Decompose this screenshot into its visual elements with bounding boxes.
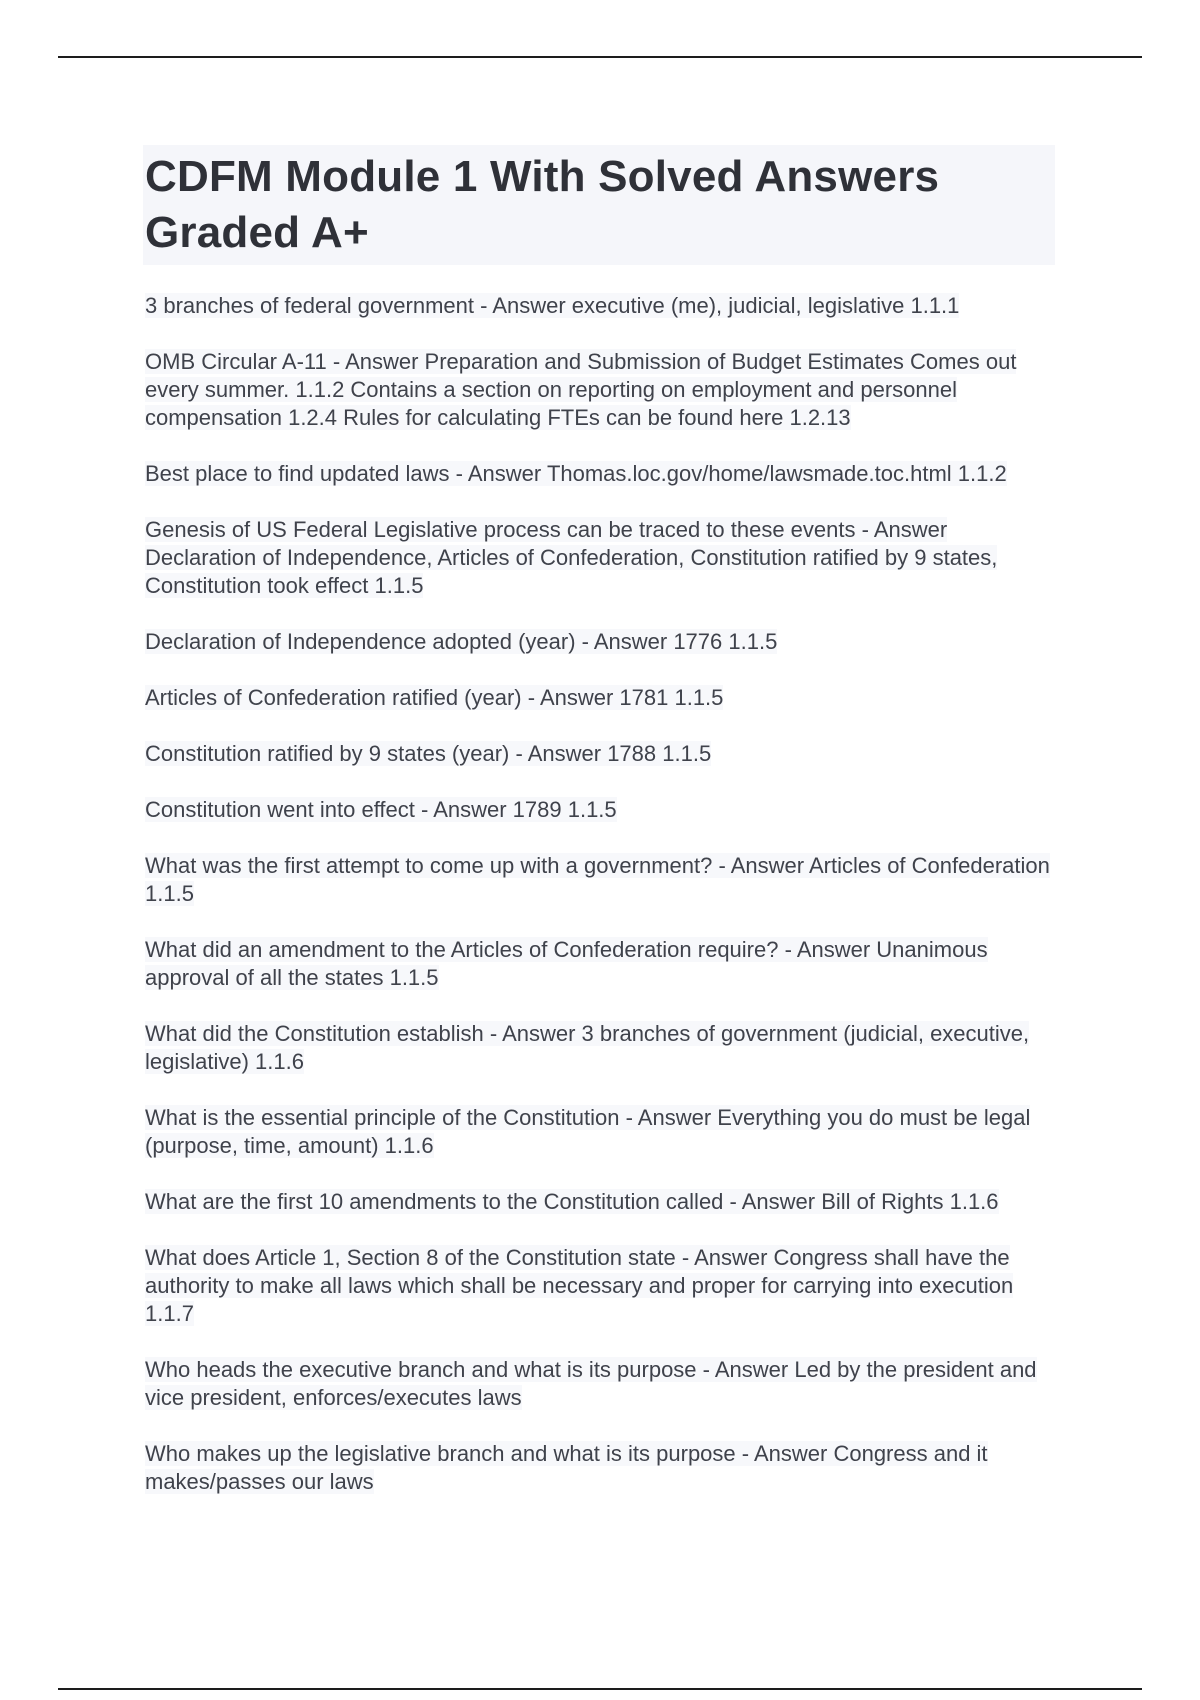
qa-item xyxy=(143,292,1059,320)
title-block xyxy=(143,145,1055,265)
qa-item xyxy=(143,1188,1059,1216)
qa-item-text: What does Article 1, Section 8 of the Constitution state - Answer Congress shall have the authority to make all laws which shall be necessary and proper for carrying into execution 1.1.7 xyxy=(145,1245,1014,1326)
qa-item-text: Articles of Confederation ratified (year) - Answer 1781 1.1.5 xyxy=(145,685,724,710)
top-rule xyxy=(58,56,1142,58)
qa-item-text: What are the first 10 amendments to the Constitution called - Answer Bill of Rights 1.1.6 xyxy=(145,1189,999,1214)
qa-item xyxy=(143,740,1059,768)
qa-item xyxy=(143,1356,1059,1412)
qa-item-text: 3 branches of federal government - Answer executive (me), judicial, legislative 1.1.1 xyxy=(145,293,960,318)
qa-item-text: What did an amendment to the Articles of Confederation require? - Answer Unanimous approval of all the states 1.1.5 xyxy=(145,937,988,990)
qa-item-text: Who makes up the legislative branch and what is its purpose - Answer Congress and it makes/passes our laws xyxy=(145,1441,988,1494)
qa-item xyxy=(143,684,1059,712)
qa-item xyxy=(143,852,1059,908)
qa-item-text: What was the first attempt to come up with a government? - Answer Articles of Confederation 1.1.5 xyxy=(145,853,1050,906)
qa-item-text: Declaration of Independence adopted (year) - Answer 1776 1.1.5 xyxy=(145,629,778,654)
qa-list xyxy=(143,292,1059,1496)
qa-item xyxy=(143,628,1059,656)
qa-item xyxy=(143,460,1059,488)
qa-item xyxy=(143,796,1059,824)
qa-item xyxy=(143,348,1059,432)
document-content xyxy=(143,145,1059,1524)
qa-item-text: Constitution went into effect - Answer 1789 1.1.5 xyxy=(145,797,617,822)
qa-item xyxy=(143,1244,1059,1328)
qa-item xyxy=(143,1440,1059,1496)
page-title: CDFM Module 1 With Solved Answers Graded A+ xyxy=(145,152,940,257)
qa-item-text: Who heads the executive branch and what is its purpose - Answer Led by the president and vice president, enforces/executes laws xyxy=(145,1357,1037,1410)
qa-item-text: What did the Constitution establish - Answer 3 branches of government (judicial, executive, legislative) 1.1.6 xyxy=(145,1021,1030,1074)
qa-item-text: OMB Circular A-11 - Answer Preparation and Submission of Budget Estimates Comes out every summer. 1.1.2 Contains a section on reporting on employment and personnel compensation 1.2.4 Rules for calculating FTEs can be found here 1.2.13 xyxy=(145,349,1017,430)
qa-item-text: Constitution ratified by 9 states (year) - Answer 1788 1.1.5 xyxy=(145,741,712,766)
qa-item xyxy=(143,936,1059,992)
qa-item-text: Best place to find updated laws - Answer Thomas.loc.gov/home/lawsmade.toc.html 1.1.2 xyxy=(145,461,1007,486)
bottom-rule xyxy=(58,1688,1142,1690)
qa-item xyxy=(143,516,1059,600)
qa-item xyxy=(143,1020,1059,1076)
qa-item xyxy=(143,1104,1059,1160)
qa-item-text: What is the essential principle of the Constitution - Answer Everything you do must be legal (purpose, time, amount) 1.1.6 xyxy=(145,1105,1031,1158)
qa-item-text: Genesis of US Federal Legislative process can be traced to these events - Answer Declaration of Independence, Articles of Confederation, Constitution ratified by 9 states, Constitution took effect 1.1.5 xyxy=(145,517,998,598)
